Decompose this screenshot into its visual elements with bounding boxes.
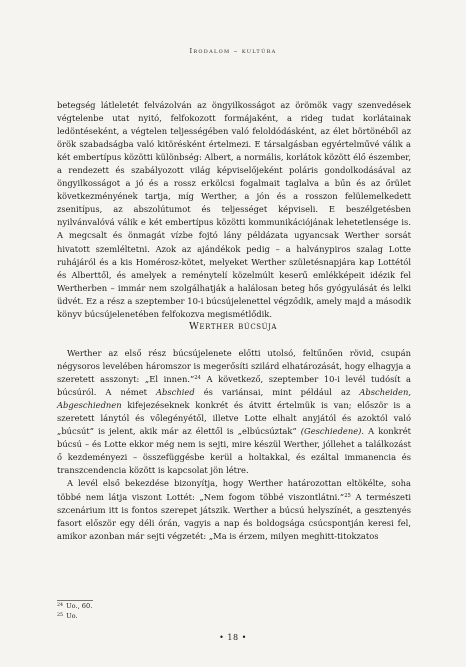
paragraph: betegség látleletét felvázolván az öngyilkosságot az örömök vagy szenvedések végtelenbe utat nyitó, felfokozott formájaként, a rideg tudat korlátainak ledöntéseként, a végtelen teljességében való feloldódásként, az élet börtönéből az örök szabadságba való kitörésként értelmezi. E társalgásban egyértelművé válik a két embertípus közötti különbség: Albert, a normális, korlátok között élő észember, a rendezett és szabályozott világ képviselőjeként poláris gondolkodásával az öngyilkosságot a jó és a rossz erkölcsi fogalmait taglalva a bűn és az őrület következményének tartja, míg Werther, a jón és a rosszon felülemelkedett zsenitípus, az abszolútumot és teljességet képviseli. E beszélgetésben nyilvánvalóvá válik e két embertípus közötti kommunikációjának lehetetlensége is. A megcsalt és önmagát vízbe fojtó lány példázata ugyancsak Werther sorsát hivatott szemléltetni. Azok az ajándékok pedig – a halványpiros szalag Lotte ruhájáról és a kis Homérosz-kötet, melyeket Werther születésnapjára kap Lottétól és Alberttől, és amelyek a reménytelí közelmúlt keserű emlékképeit idézik fel Wertherben – immár nem szolgálhatják a halálosan beteg hős gyógyulását és lelki üdvét. Ez a rész a szeptember 10-i búcsújelenettel végződik, amely majd a második könyv búcsújelenetében felfokozva megismétlődik. (57, 100, 411, 319)
italic-term: (Geschiedene). (300, 426, 365, 437)
footnote-text: Uo. (66, 612, 78, 621)
text-run: és variánsai, mint például az (194, 387, 360, 398)
text-run: kifejezéseknek konkrét és átvitt értelmük is van; először is a szeretett lánytól és vőlegényétől, illetve Lotte elhalt anyjától és azoktól való „búcsút” is jelent, akik már az élettől is „elbúcsúztak” (57, 400, 411, 437)
text-run: A természeti szcenárium itt is fontos szerepet játszik. Werther a búcsú helyszínét, a gesztenyés fasort először egy déli órán, vagyis a nap és boldogsága csúcspontján keresi fel, amikor azonban már sejti végzetét: „Ma is érzem, milyen meghitt-titokzatos (57, 491, 411, 541)
section-title: Werther búcsúja (188, 321, 278, 332)
section-text (57, 347, 411, 543)
footnote-text: Uo., 60. (66, 602, 93, 611)
footnote (57, 611, 257, 621)
text-run: A konkrét búcsú – és Lotte ekkor még nem is sejti, mire készül Werther, jóllehet a találkozást ő kezdeményezi – összefüggésbe kerül a holtakkal, és ezáltal immanencia és transzcendencia között is kapcsolat jön létre. (57, 426, 411, 476)
page-number: • 18 • (219, 633, 247, 642)
footnote-number: 24 (57, 603, 64, 608)
italic-term: Abschied (156, 387, 195, 398)
text-run: Werther az első rész búcsújelenete előtti utolsó, feltűnően rövid, csupán négysoros levelében háromszor is megerősíti szilárd elhatározását, hogy elhagyja a szeretett asszonyt: „El innen.” (57, 348, 411, 385)
footnotes (57, 601, 257, 621)
paragraph (57, 347, 411, 477)
footnote (57, 601, 257, 611)
body-text (57, 99, 411, 321)
paragraph (57, 477, 411, 542)
footnote-ref[interactable]: 25 (344, 492, 351, 499)
footnote-ref[interactable]: 24 (194, 375, 201, 382)
text-run: A következő, szeptember 10-i levél tudósít a búcsúról. A német (57, 374, 411, 398)
running-head: Irodalom – kultúra (189, 47, 277, 55)
italic-term: Abscheiden, Abgeschiednen (57, 387, 411, 411)
text-run: A levél első bekezdése bizonyítja, hogy Werther határozottan eltökélte, soha többé nem látja viszont Lottét: „Nem fogom többé viszontlátni.” (57, 478, 411, 502)
footnote-number: 25 (57, 613, 64, 619)
